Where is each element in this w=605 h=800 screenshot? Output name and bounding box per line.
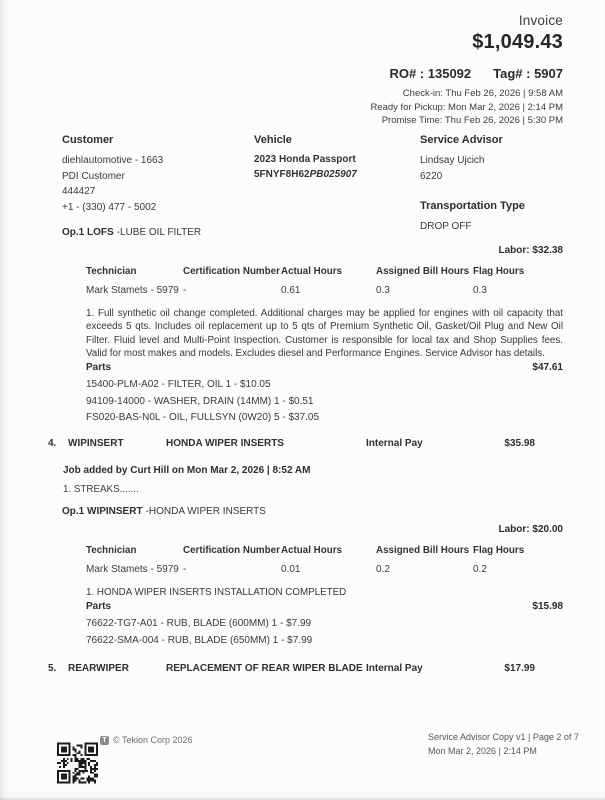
service-advisor-title: Service Advisor [420,134,503,146]
op-wipinsert-desc: -HONDA WIPER INSERTS [145,506,266,517]
ready-for-pickup-line: Ready for Pickup: Mon Mar 2, 2026 | 2:14 PM [370,101,563,113]
customer-section [62,134,254,235]
job-code: REARWIPER [68,663,129,674]
customer-type: PDI Customer [62,170,125,182]
job-pay-type: Internal Pay [366,438,423,449]
header-dates [370,87,563,128]
part-item: 76622-TG7-A01 - RUB, BLADE (600MM) 1 - $7.99 [86,618,312,630]
footer-page-info [428,731,579,758]
op-wipinsert-tech-table [86,544,563,576]
tag-number: Tag# : 5907 [493,66,563,81]
col-assigned-bill-hours: Assigned Bill Hours [376,545,470,556]
job-number: 5. [48,663,57,674]
op-lofs-heading [62,226,563,239]
promise-time-line: Promise Time: Thu Feb 26, 2026 | 5:30 PM [381,115,563,126]
vehicle-vin [254,168,420,183]
op-lofs-code: Op.1 LOFS [62,227,114,238]
invoice-amount: $1,049.43 [472,31,563,53]
tech-table-row [86,284,563,297]
op-wipinsert-parts-line [86,600,563,613]
tekion-logo-icon: T [100,736,109,745]
job-description: HONDA WIPER INSERTS [166,438,284,449]
technician-cell: Mark Stamets - 5979 [86,564,179,575]
op-lofs-parts-line [86,361,563,374]
vehicle-model: 2023 Honda Passport [254,154,356,165]
qr-code [57,741,98,785]
vin-prefix: 5FNYF8H62 [254,168,310,180]
col-technician: Technician [86,266,137,277]
col-actual-hours: Actual Hours [281,266,342,277]
job-description: REPLACEMENT OF REAR WIPER BLADE [166,663,363,674]
copy-version-line: Service Advisor Copy v1 | Page 2 of 7 [428,732,579,742]
tekion-copyright [100,735,193,745]
advisor-name: Lindsay Ujcich [420,155,485,166]
op-wipinsert-part-items [86,616,563,649]
ro-number: RO# : 135092 [389,66,472,81]
customer-title: Customer [62,134,114,146]
op-wipinsert-heading [62,505,563,518]
op-wipinsert-labor-total: Labor: $20.00 [498,524,563,535]
op-lofs-section [62,226,563,426]
parts-label: Parts [86,362,112,374]
flag-hours-cell: 0.2 [473,564,487,575]
job-code: WIPINSERT [68,438,124,449]
ro-tag-line [370,66,563,81]
advisor-number: 6220 [420,170,443,182]
certification-cell: - [183,564,187,575]
invoice-header [370,13,563,128]
customer-phone: +1 - (330) 477 - 5002 [62,201,157,213]
customer-id: 444427 [62,186,96,197]
job-pay-type: Internal Pay [366,663,423,674]
invoice-label: Invoice [518,13,563,28]
op-lofs-labor-total: Labor: $32.38 [498,245,563,256]
job-4-notes [63,464,310,496]
assigned-bill-hours-cell: 0.2 [376,564,390,575]
job-number: 4. [48,438,57,449]
job-amount: $17.99 [504,663,535,674]
part-item: FS020-BAS-N0L - OIL, FULLSYN (0W20) 5 - $37.05 [86,412,320,423]
flag-hours-cell: 0.3 [473,285,487,296]
part-item: 94109-14000 - WASHER, DRAIN (14MM) 1 - $0.51 [86,395,314,407]
tech-table-row [86,563,563,576]
op-lofs-note: 1. Full synthetic oil change completed. Additional charges may be applied for engines with oil capacity that exceeds 5 qts. Includes oil replacement up to 5 qts of Premium Synthetic Oil, Gasket/Oil Plug and New Oil Filter. Fluid level and Multi-Point Inspection. Customer is responsible for local tax and Shop Supplies fees. Valid for most makes and models. Excludes diesel and Performance Engines. Service Advisor has details. [86,308,563,359]
transportation-title: Transportation Type [420,200,525,212]
col-flag-hours: Flag Hours [473,266,525,277]
vehicle-section [254,134,420,235]
op-lofs-part-items [86,377,563,426]
col-flag-hours: Flag Hours [473,545,525,556]
op-wipinsert-code: Op.1 WIPINSERT [62,506,143,517]
service-advisor-section [420,134,563,235]
col-assigned-bill-hours: Assigned Bill Hours [376,266,470,277]
col-certification-number: Certification Number [183,266,280,277]
col-certification-number: Certification Number [183,545,280,556]
actual-hours-cell: 0.61 [281,285,301,296]
parts-label: Parts [86,601,112,613]
job-row-4 [48,437,535,450]
job-row-5 [48,662,535,675]
job-amount: $35.98 [504,438,535,449]
transportation-value: DROP OFF [420,221,472,232]
customer-name: diehlautomotive - 1663 [62,155,164,166]
part-item: 15400-PLM-A02 - FILTER, OIL 1 - $10.05 [86,379,271,391]
info-row [62,134,563,235]
col-technician: Technician [86,545,137,556]
vehicle-title: Vehicle [254,134,292,146]
tech-table-header-row [86,265,563,278]
tech-table-header-row [86,544,563,557]
op-wipinsert-note: 1. HONDA WIPER INSERTS INSTALLATION COMPLETED [86,587,347,598]
op-lofs-tech-table [86,265,563,297]
op-wipinsert-section [62,505,563,649]
job-added-by-line: Job added by Curt Hill on Mon Mar 2, 2026 | 8:52 AM [63,465,311,476]
job-complaint-note: 1. STREAKS....... [63,484,139,495]
part-item: 76622-SMA-004 - RUB, BLADE (650MM) 1 - $7.99 [86,634,313,646]
actual-hours-cell: 0.01 [281,564,301,575]
op-lofs-desc: -LUBE OIL FILTER [116,227,202,238]
technician-cell: Mark Stamets - 5979 [86,285,179,296]
checkin-line: Check-in: Thu Feb 26, 2026 | 9:58 AM [402,88,563,99]
parts-total: $15.98 [532,601,563,613]
parts-total: $47.61 [532,362,563,374]
copyright-text: © Tekion Corp 2026 [113,735,193,745]
footer-date-line: Mon Mar 2, 2026 | 2:14 PM [428,745,537,756]
assigned-bill-hours-cell: 0.3 [376,285,390,296]
vin-suffix: PB025907 [309,168,357,180]
certification-cell: - [183,285,187,296]
col-actual-hours: Actual Hours [281,545,342,556]
